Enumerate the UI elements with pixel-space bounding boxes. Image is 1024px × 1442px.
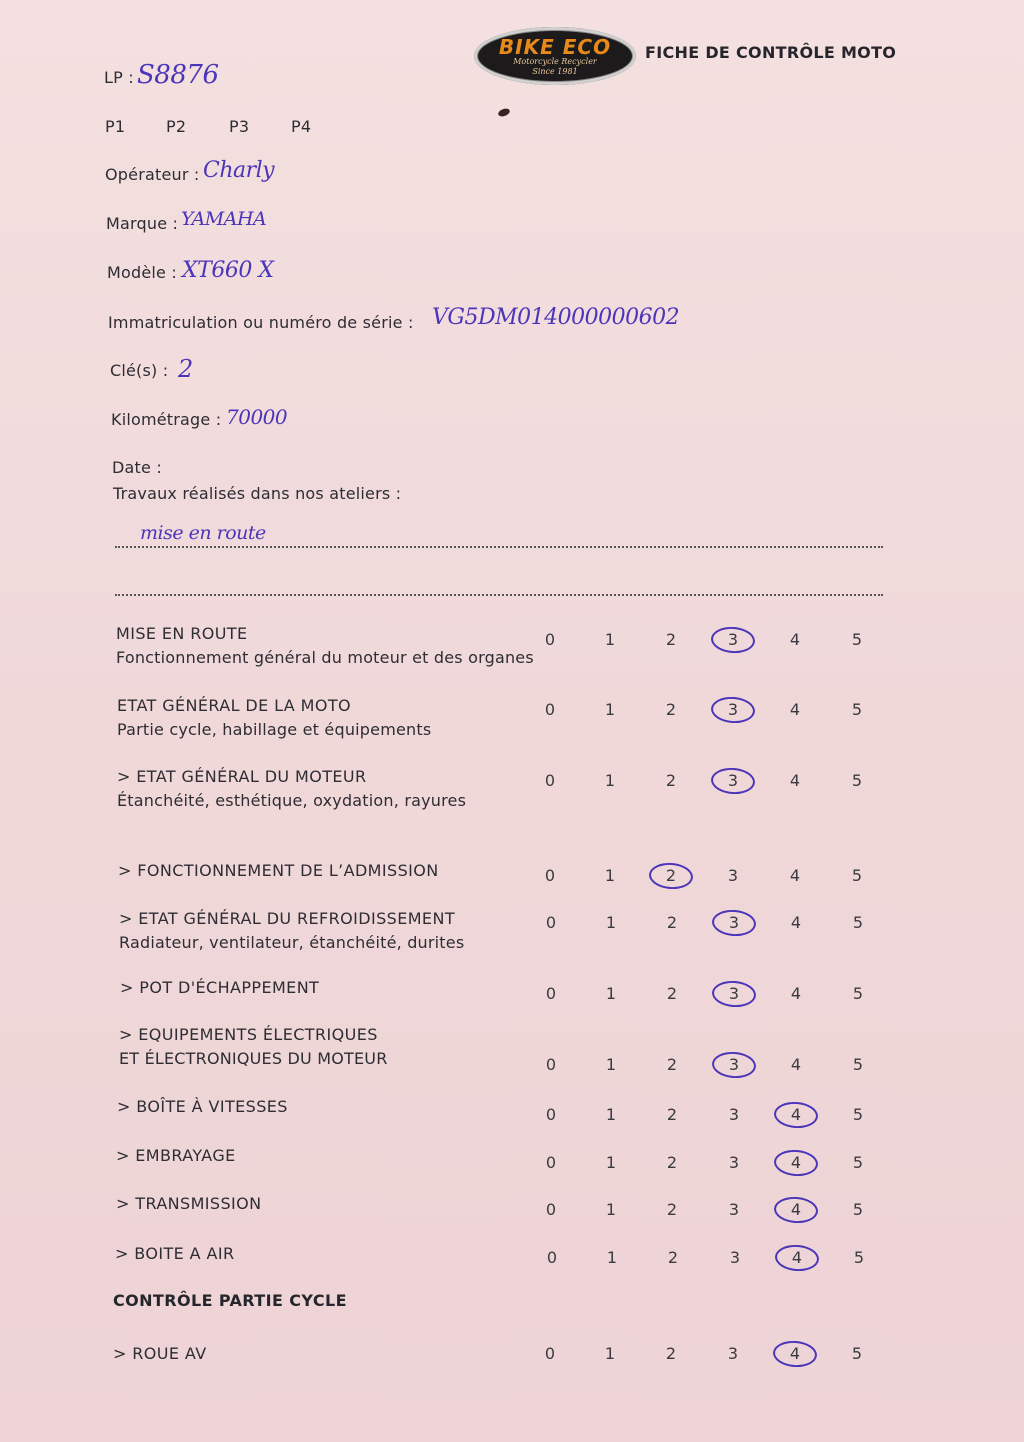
check-row-score-4[interactable]: 4 <box>789 866 801 885</box>
check-row-score-0[interactable]: 0 <box>545 1055 557 1074</box>
check-row-title: > TRANSMISSION <box>116 1194 262 1213</box>
cycle-row-score-5[interactable]: 5 <box>851 1344 863 1363</box>
cycle-row-score-1[interactable]: 1 <box>604 1344 616 1363</box>
check-row-score-0[interactable]: 0 <box>544 700 556 719</box>
check-row-title: > EQUIPEMENTS ÉLECTRIQUES <box>119 1025 378 1044</box>
position-p2: P2 <box>166 117 187 136</box>
check-row-score-1[interactable]: 1 <box>605 1055 617 1074</box>
check-row-score-1[interactable]: 1 <box>604 866 616 885</box>
check-row-score-3[interactable]: 3 <box>729 1248 741 1267</box>
operateur-value: Charly <box>203 158 275 183</box>
check-row-score-0[interactable]: 0 <box>544 771 556 790</box>
check-row-score-2[interactable]: 2 <box>667 1248 679 1267</box>
check-row-score-1[interactable]: 1 <box>605 913 617 932</box>
marque-value: YAMAHA <box>181 208 267 230</box>
km-label: Kilométrage : <box>111 410 222 429</box>
cycle-row-score-3[interactable]: 3 <box>727 1344 739 1363</box>
logo-since: Since 1981 <box>532 67 578 76</box>
check-row-score-0[interactable]: 0 <box>544 866 556 885</box>
check-row-score-1[interactable]: 1 <box>604 771 616 790</box>
check-row-score-2-selected[interactable]: 2 <box>651 866 691 886</box>
check-row-score-3-selected[interactable]: 3 <box>714 984 754 1004</box>
check-row-score-4-selected[interactable]: 4 <box>776 1105 816 1125</box>
check-row-score-3[interactable]: 3 <box>727 866 739 885</box>
check-row-score-2[interactable]: 2 <box>665 771 677 790</box>
check-row-subtitle: ET ÉLECTRONIQUES DU MOTEUR <box>119 1049 388 1068</box>
check-row-score-4-selected[interactable]: 4 <box>777 1248 817 1268</box>
check-row-score-2[interactable]: 2 <box>666 1200 678 1219</box>
cles-label: Clé(s) : <box>110 361 169 380</box>
check-row-score-1[interactable]: 1 <box>605 1105 617 1124</box>
page-title: FICHE DE CONTRÔLE MOTO <box>645 43 897 62</box>
check-row-score-1[interactable]: 1 <box>606 1248 618 1267</box>
check-row-score-2[interactable]: 2 <box>665 630 677 649</box>
check-row-title: > BOITE A AIR <box>115 1244 235 1263</box>
check-row-score-5[interactable]: 5 <box>853 1248 865 1267</box>
check-row-score-5[interactable]: 5 <box>851 630 863 649</box>
check-row-subtitle: Fonctionnement général du moteur et des organes <box>116 648 534 667</box>
check-row-score-0[interactable]: 0 <box>546 1248 558 1267</box>
bike-eco-logo <box>474 27 636 85</box>
check-row-score-1[interactable]: 1 <box>605 1153 617 1172</box>
lp-value: S8876 <box>137 60 219 90</box>
travaux-value: mise en route <box>140 522 266 544</box>
ink-blot <box>497 107 511 118</box>
check-row-score-4[interactable]: 4 <box>789 630 801 649</box>
position-p4: P4 <box>291 117 312 136</box>
logo-tagline: Motorcycle Recycler <box>513 57 597 66</box>
check-row-score-4[interactable]: 4 <box>789 700 801 719</box>
check-row-score-2[interactable]: 2 <box>666 913 678 932</box>
cycle-section-title: CONTRÔLE PARTIE CYCLE <box>113 1291 347 1310</box>
check-row-score-0[interactable]: 0 <box>545 984 557 1003</box>
immat-label: Immatriculation ou numéro de série : <box>108 313 414 332</box>
check-row-score-4-selected[interactable]: 4 <box>776 1153 816 1173</box>
check-row-score-1[interactable]: 1 <box>605 1200 617 1219</box>
cycle-row-score-2[interactable]: 2 <box>665 1344 677 1363</box>
check-row-title: > POT D'ÉCHAPPEMENT <box>120 978 320 997</box>
check-row-subtitle: Radiateur, ventilateur, étanchéité, durites <box>119 933 465 952</box>
cycle-row-title: > ROUE AV <box>113 1344 207 1363</box>
check-row-score-1[interactable]: 1 <box>604 700 616 719</box>
check-row-score-2[interactable]: 2 <box>666 1055 678 1074</box>
check-row-title: > EMBRAYAGE <box>116 1146 236 1165</box>
check-row-title: > ETAT GÉNÉRAL DU MOTEUR <box>117 767 367 786</box>
check-row-score-5[interactable]: 5 <box>851 700 863 719</box>
check-row-subtitle: Partie cycle, habillage et équipements <box>117 720 432 739</box>
check-row-score-4[interactable]: 4 <box>789 771 801 790</box>
check-row-score-4-selected[interactable]: 4 <box>776 1200 816 1220</box>
check-row-score-5[interactable]: 5 <box>851 866 863 885</box>
check-row-title: MISE EN ROUTE <box>116 624 248 643</box>
check-row-score-3-selected[interactable]: 3 <box>713 700 753 720</box>
position-p1: P1 <box>105 117 126 136</box>
cles-value: 2 <box>178 355 193 383</box>
check-row-score-3[interactable]: 3 <box>728 1153 740 1172</box>
check-row-title: > ETAT GÉNÉRAL DU REFROIDISSEMENT <box>119 909 455 928</box>
check-row-score-4[interactable]: 4 <box>790 984 802 1003</box>
check-row-score-2[interactable]: 2 <box>666 1105 678 1124</box>
travaux-label: Travaux réalisés dans nos ateliers : <box>113 484 402 503</box>
immat-value: VG5DM014000000602 <box>432 305 680 330</box>
modele-label: Modèle : <box>107 263 177 282</box>
check-row-score-4[interactable]: 4 <box>790 913 802 932</box>
check-row-score-3-selected[interactable]: 3 <box>714 913 754 933</box>
km-value: 70000 <box>226 405 288 429</box>
check-row-score-5[interactable]: 5 <box>852 1055 864 1074</box>
check-row-score-0[interactable]: 0 <box>545 913 557 932</box>
check-row-score-3[interactable]: 3 <box>728 1105 740 1124</box>
logo-name: BIKE ECO <box>498 35 612 59</box>
check-row-score-5[interactable]: 5 <box>852 1105 864 1124</box>
check-row-score-3-selected[interactable]: 3 <box>713 630 753 650</box>
check-row-score-0[interactable]: 0 <box>545 1200 557 1219</box>
check-row-score-5[interactable]: 5 <box>852 1153 864 1172</box>
cycle-row-score-4-selected[interactable]: 4 <box>775 1344 815 1364</box>
cycle-row-score-0[interactable]: 0 <box>544 1344 556 1363</box>
check-row-score-4[interactable]: 4 <box>790 1055 802 1074</box>
check-row-score-0[interactable]: 0 <box>545 1105 557 1124</box>
modele-value: XT660 X <box>182 258 274 283</box>
check-row-score-5[interactable]: 5 <box>852 913 864 932</box>
operateur-label: Opérateur : <box>105 165 200 184</box>
position-p3: P3 <box>229 117 250 136</box>
check-row-score-5[interactable]: 5 <box>852 984 864 1003</box>
check-row-title: > BOÎTE À VITESSES <box>117 1097 288 1116</box>
check-row-score-0[interactable]: 0 <box>545 1153 557 1172</box>
travaux-line-1 <box>115 546 883 548</box>
check-row-score-2[interactable]: 2 <box>666 1153 678 1172</box>
check-row-subtitle: Étanchéité, esthétique, oxydation, rayures <box>117 791 467 810</box>
check-row-score-2[interactable]: 2 <box>665 700 677 719</box>
check-row-score-3[interactable]: 3 <box>728 1200 740 1219</box>
check-row-score-1[interactable]: 1 <box>604 630 616 649</box>
check-row-score-5[interactable]: 5 <box>852 1200 864 1219</box>
check-row-score-5[interactable]: 5 <box>851 771 863 790</box>
marque-label: Marque : <box>106 214 179 233</box>
check-row-score-3-selected[interactable]: 3 <box>714 1055 754 1075</box>
check-row-score-1[interactable]: 1 <box>605 984 617 1003</box>
check-row-title: > FONCTIONNEMENT DE L’ADMISSION <box>118 861 439 880</box>
check-row-score-0[interactable]: 0 <box>544 630 556 649</box>
date-label: Date : <box>112 458 162 477</box>
check-row-score-3-selected[interactable]: 3 <box>713 771 753 791</box>
check-row-title: ETAT GÉNÉRAL DE LA MOTO <box>117 696 351 715</box>
check-row-score-2[interactable]: 2 <box>666 984 678 1003</box>
travaux-line-2 <box>115 594 883 596</box>
lp-label: LP : <box>104 68 134 87</box>
